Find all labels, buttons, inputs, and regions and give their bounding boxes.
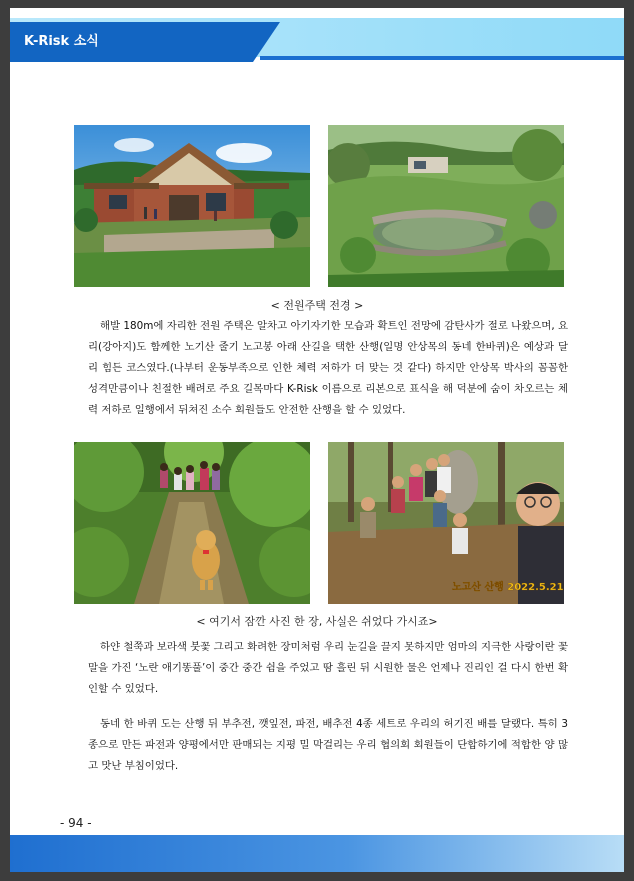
section-title: K-Risk 소식 — [24, 34, 99, 49]
top-photos-caption: < 전원주택 전경 > — [270, 299, 364, 312]
paragraph-3: 동네 한 바퀴 도는 산행 뒤 부추전, 깻잎전, 파전, 배추전 4종 세트로 우리의 허기진 배를 달랬다. 특히 3종으로 만든 파전과 양평에서만 판매되는 지평 밀 막걸리는 우리 협의회 회원들이 단합하기에 적합한 양 많고 맛난 부침이었다. — [88, 718, 568, 772]
pond-garden-photo — [328, 125, 564, 287]
page-number: - 94 - — [60, 816, 92, 830]
house-photo — [74, 125, 310, 287]
paragraph-2: 하얀 철쭉과 보라색 붓꽃 그리고 화려한 장미처럼 우리 눈길을 끌지 못하지만 엄마의 지극한 사랑이란 꽃말을 가진 ‘노란 애기똥풀’이 중간 중간 쉼을 주었고 땀 흘린 뒤 시원한 물은 언제나 진리인 걸 다시 한번 확인할 수 있었다. — [88, 641, 568, 695]
footer-band — [10, 835, 624, 872]
photo-date-stamp: 노고산 산행 2022.5.21 — [452, 582, 564, 593]
group-rest-photo — [328, 442, 564, 604]
document-page — [10, 8, 624, 872]
bottom-photos-caption: < 여기서 잠깐 사진 한 장, 사실은 쉬었다 가시죠> — [196, 615, 438, 628]
hiking-trail-photo — [74, 442, 310, 604]
header-rule — [260, 56, 624, 60]
paragraph-1: 해발 180m에 자리한 전원 주택은 알차고 아기자기한 모습과 확트인 전망에 감탄사가 절로 나왔으며, 요리(강아지)도 함께한 노기산 줄기 노고봉 아래 산길을 택한 산행(일명 안상목의 동네 한바퀴)은 예상과 달리 힘든 코스였다.(나부터 운동부족으로 인한 체력 저하가 더 맞는 것 같다) 하지만 안상목 박사의 꼼꼼한 성격만큼이나 친절한 배려로 주요 길목마다 K-Risk 이름으로 리본으로 표식을 해 덕분에 숨이 차오르는 체력 저하로 일행에서 뒤쳐진 소수 회원들도 안전한 산행을 할 수 있었다. — [88, 320, 568, 416]
